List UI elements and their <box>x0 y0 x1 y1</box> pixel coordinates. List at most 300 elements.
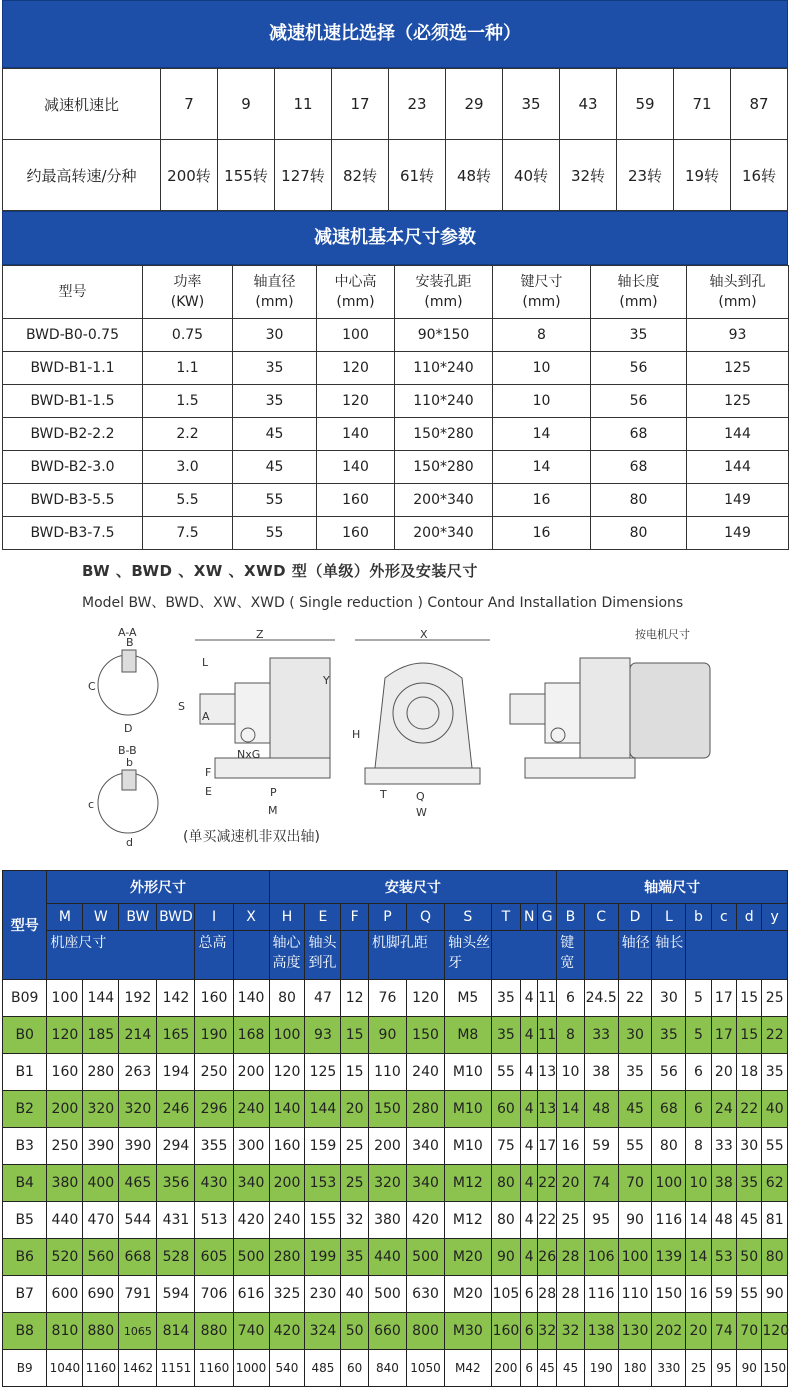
spec-cell: 159 <box>305 1128 341 1165</box>
spec-cell: 28 <box>557 1239 585 1276</box>
spec-cell: 560 <box>83 1239 119 1276</box>
spec-cell: 55 <box>762 1128 788 1165</box>
spec-cell: 185 <box>83 1017 119 1054</box>
spec-cell: 17 <box>538 1128 557 1165</box>
spec-cell: 20 <box>557 1165 585 1202</box>
spec-cell: 90 <box>618 1202 652 1239</box>
spec-cell: 32 <box>538 1313 557 1350</box>
spec-cell: 120 <box>762 1313 788 1350</box>
spec-cell: 160 <box>491 1313 521 1350</box>
spec-col-header: I <box>195 904 233 931</box>
spec-cell: 30 <box>737 1128 762 1165</box>
spec-row <box>3 1091 788 1128</box>
spec-cell: 4 <box>521 1239 538 1276</box>
ratio-cell: 87 <box>731 69 788 140</box>
label-t: T <box>380 788 387 801</box>
spec-cell: 202 <box>652 1313 686 1350</box>
spec-row <box>3 1350 788 1387</box>
speed-cell: 40转 <box>503 140 560 211</box>
dimension-cell: 80 <box>591 484 687 517</box>
spec-cell: 15 <box>341 1017 369 1054</box>
spec-cell: 130 <box>618 1313 652 1350</box>
dimension-header-line1: 键尺寸 <box>520 274 563 290</box>
dimension-cell: 35 <box>233 352 317 385</box>
spec-cell: 90 <box>737 1350 762 1387</box>
spec-col-header: L <box>652 904 686 931</box>
dimension-row <box>3 385 789 418</box>
spec-cell: 420 <box>233 1202 269 1239</box>
dimension-cell: 7.5 <box>143 517 233 550</box>
spec-cell: 12 <box>341 980 369 1017</box>
spec-cell: 140 <box>269 1091 305 1128</box>
dimension-cell: 160 <box>317 484 395 517</box>
spec-col-header: H <box>269 904 305 931</box>
spec-row <box>3 1128 788 1165</box>
drawing-title-cn: BW 、BWD 、XW 、XWD 型（单级）外形及安装尺寸 <box>82 562 478 580</box>
spec-cell: 144 <box>83 980 119 1017</box>
spec-cell: 4 <box>521 980 538 1017</box>
speed-cell: 48转 <box>446 140 503 211</box>
spec-cell: 80 <box>269 980 305 1017</box>
dimension-cell: 200*340 <box>395 484 493 517</box>
spec-cell: M12 <box>445 1202 492 1239</box>
dimension-cell: 93 <box>687 319 789 352</box>
spec-cell: 840 <box>368 1350 406 1387</box>
spec-cell: 800 <box>407 1313 445 1350</box>
sub-empty <box>686 931 788 980</box>
label-e: E <box>205 785 212 798</box>
sub-empty <box>584 931 618 980</box>
spec-section <box>2 870 788 1387</box>
dimension-cell: 144 <box>687 418 789 451</box>
spec-cell: 500 <box>407 1239 445 1276</box>
dimension-cell: 68 <box>591 451 687 484</box>
spec-cell: 280 <box>83 1054 119 1091</box>
speed-cell: 23转 <box>617 140 674 211</box>
sub-head: 轴头到孔 <box>305 931 341 980</box>
label-z: Z <box>256 628 264 641</box>
spec-cell: 200 <box>47 1091 83 1128</box>
spec-cell: 1151 <box>157 1350 195 1387</box>
speed-cell: 19转 <box>674 140 731 211</box>
spec-cell: 33 <box>584 1017 618 1054</box>
spec-cell: 320 <box>368 1165 406 1202</box>
speed-cell: 200转 <box>161 140 218 211</box>
spec-cell: 4 <box>521 1054 538 1091</box>
sub-height: 总高 <box>195 931 233 980</box>
spec-row <box>3 1017 788 1054</box>
spec-cell: 17 <box>711 1017 736 1054</box>
spec-cell: 246 <box>157 1091 195 1128</box>
spec-group-shaft: 轴端尺寸 <box>557 871 788 904</box>
spec-cell: 48 <box>711 1202 736 1239</box>
spec-cell: 5 <box>686 980 711 1017</box>
spec-cell: M12 <box>445 1165 492 1202</box>
dimension-header-line2: (mm) <box>619 294 658 310</box>
spec-cell: 180 <box>618 1350 652 1387</box>
spec-row <box>3 980 788 1017</box>
sub-empty <box>491 931 557 980</box>
spec-cell: 192 <box>119 980 157 1017</box>
spec-cell: 194 <box>157 1054 195 1091</box>
dimension-title: 减速机基本尺寸参数 <box>2 211 788 265</box>
spec-cell: 160 <box>269 1128 305 1165</box>
spec-cell: 74 <box>711 1313 736 1350</box>
dimension-header-line1: 轴长度 <box>617 274 660 290</box>
ratio-section <box>2 0 788 541</box>
dimension-cell: 120 <box>317 352 395 385</box>
spec-cell: 880 <box>83 1313 119 1350</box>
spec-cell: M10 <box>445 1128 492 1165</box>
spec-cell: 70 <box>618 1165 652 1202</box>
dimension-cell: 45 <box>233 418 317 451</box>
dimension-cell: BWD-B3-7.5 <box>3 517 143 550</box>
spec-cell: 150 <box>368 1091 406 1128</box>
spec-cell: 200 <box>233 1054 269 1091</box>
spec-cell: 320 <box>83 1091 119 1128</box>
dimension-header-row <box>3 266 789 319</box>
spec-cell: M20 <box>445 1276 492 1313</box>
sub-center: 轴心高度 <box>269 931 305 980</box>
spec-cell: 81 <box>762 1202 788 1239</box>
spec-cell: 200 <box>368 1128 406 1165</box>
spec-cell: 630 <box>407 1276 445 1313</box>
spec-cell: 1462 <box>119 1350 157 1387</box>
ratio-cell: 9 <box>218 69 275 140</box>
spec-cell: 35 <box>762 1054 788 1091</box>
spec-cell: 45 <box>618 1091 652 1128</box>
spec-cell: 325 <box>269 1276 305 1313</box>
spec-cell: 6 <box>557 980 585 1017</box>
spec-col-header: G <box>538 904 557 931</box>
dimension-header-cell <box>233 266 317 319</box>
spec-cell: 160 <box>195 980 233 1017</box>
dimension-cell: 140 <box>317 451 395 484</box>
spec-cell: 294 <box>157 1128 195 1165</box>
dimension-row <box>3 418 789 451</box>
spec-col-header: F <box>341 904 369 931</box>
spec-cell: 1000 <box>233 1350 269 1387</box>
spec-cell: 56 <box>652 1054 686 1091</box>
spec-cell: B3 <box>3 1128 47 1165</box>
spec-cell: 14 <box>686 1239 711 1276</box>
spec-cell: 32 <box>341 1202 369 1239</box>
spec-cell: B0 <box>3 1017 47 1054</box>
ratio-cell: 35 <box>503 69 560 140</box>
dimension-cell: 160 <box>317 517 395 550</box>
dimension-cell: 16 <box>493 517 591 550</box>
spec-cell: 540 <box>269 1350 305 1387</box>
dimension-cell: 3.0 <box>143 451 233 484</box>
spec-cell: 40 <box>762 1091 788 1128</box>
dimension-cell: 149 <box>687 517 789 550</box>
dimension-cell: BWD-B1-1.5 <box>3 385 143 418</box>
label-h: H <box>352 728 361 741</box>
spec-cell: 120 <box>47 1017 83 1054</box>
label-f: F <box>205 766 212 779</box>
spec-col-header: D <box>618 904 652 931</box>
dimension-header-line2: (mm) <box>424 294 463 310</box>
dimension-header-line1: 中心高 <box>334 274 377 290</box>
spec-cell: B7 <box>3 1276 47 1313</box>
spec-cell: 430 <box>195 1165 233 1202</box>
spec-cell: 6 <box>521 1313 538 1350</box>
spec-col-header: B <box>557 904 585 931</box>
spec-cell: 668 <box>119 1239 157 1276</box>
spec-cell: 296 <box>195 1091 233 1128</box>
spec-cell: 880 <box>195 1313 233 1350</box>
spec-cell: 150 <box>407 1017 445 1054</box>
spec-cell: 80 <box>652 1128 686 1165</box>
spec-cell: 50 <box>737 1239 762 1276</box>
spec-cell: 30 <box>652 980 686 1017</box>
spec-cell: 1160 <box>195 1350 233 1387</box>
spec-cell: 20 <box>711 1054 736 1091</box>
spec-cell: 11 <box>538 1017 557 1054</box>
spec-cell: 120 <box>407 980 445 1017</box>
ratio-cell: 43 <box>560 69 617 140</box>
dimension-cell: 14 <box>493 451 591 484</box>
spec-col-header: N <box>521 904 538 931</box>
spec-cell: 18 <box>737 1054 762 1091</box>
dimension-cell: 125 <box>687 352 789 385</box>
spec-cell: 6 <box>686 1054 711 1091</box>
ratio-label: 减速机速比 <box>3 69 161 140</box>
dimension-cell: 55 <box>233 484 317 517</box>
spec-cell: 32 <box>557 1313 585 1350</box>
spec-cell: 240 <box>233 1091 269 1128</box>
spec-col-row <box>3 904 788 931</box>
spec-cell: 6 <box>686 1091 711 1128</box>
sub-foot: 机脚孔距 <box>368 931 444 980</box>
spec-col-header: y <box>762 904 788 931</box>
spec-cell: 55 <box>618 1128 652 1165</box>
dimension-cell: 68 <box>591 418 687 451</box>
spec-cell: 356 <box>157 1165 195 1202</box>
spec-cell: M10 <box>445 1054 492 1091</box>
spec-col-header: b <box>686 904 711 931</box>
spec-cell: 40 <box>341 1276 369 1313</box>
spec-cell: 485 <box>305 1350 341 1387</box>
spec-cell: 139 <box>652 1239 686 1276</box>
spec-cell: 95 <box>711 1350 736 1387</box>
spec-cell: 116 <box>652 1202 686 1239</box>
spec-cell: B4 <box>3 1165 47 1202</box>
dimension-row <box>3 517 789 550</box>
dimension-cell: 140 <box>317 418 395 451</box>
spec-cell: 24.5 <box>584 980 618 1017</box>
spec-col-header: S <box>445 904 492 931</box>
spec-col-header: Q <box>407 904 445 931</box>
dimension-cell: 2.2 <box>143 418 233 451</box>
spec-cell: 70 <box>737 1313 762 1350</box>
sub-key: 键宽 <box>557 931 585 980</box>
spec-cell: B5 <box>3 1202 47 1239</box>
spec-cell: 48 <box>584 1091 618 1128</box>
dimension-cell: 149 <box>687 484 789 517</box>
dimension-cell: 10 <box>493 352 591 385</box>
dimension-table <box>2 265 789 550</box>
spec-cell: 380 <box>368 1202 406 1239</box>
spec-sub-row <box>3 931 788 980</box>
spec-col-header: d <box>737 904 762 931</box>
label-l: L <box>202 656 209 669</box>
spec-cell: 125 <box>305 1054 341 1091</box>
spec-cell: 26 <box>538 1239 557 1276</box>
spec-cell: 810 <box>47 1313 83 1350</box>
dimension-cell: BWD-B2-3.0 <box>3 451 143 484</box>
spec-cell: 60 <box>491 1091 521 1128</box>
spec-cell: 15 <box>341 1054 369 1091</box>
spec-group-outline: 外形尺寸 <box>47 871 269 904</box>
dimension-cell: 10 <box>493 385 591 418</box>
spec-col-header: W <box>83 904 119 931</box>
spec-cell: 90 <box>368 1017 406 1054</box>
spec-cell: 5 <box>686 1017 711 1054</box>
spec-cell: 168 <box>233 1017 269 1054</box>
dimension-header-line1: 轴头到孔 <box>709 274 766 290</box>
spec-group-install: 安装尺寸 <box>269 871 557 904</box>
spec-cell: 528 <box>157 1239 195 1276</box>
spec-cell: 1050 <box>407 1350 445 1387</box>
spec-cell: 1160 <box>83 1350 119 1387</box>
spec-cell: 68 <box>652 1091 686 1128</box>
spec-cell: 200 <box>269 1165 305 1202</box>
dimension-header-cell <box>687 266 789 319</box>
spec-cell: 600 <box>47 1276 83 1313</box>
dimension-header-line1: 型号 <box>58 284 87 300</box>
spec-cell: M42 <box>445 1350 492 1387</box>
spec-cell: 55 <box>491 1054 521 1091</box>
dimension-header-line2: (mm) <box>522 294 561 310</box>
spec-cell: 340 <box>407 1165 445 1202</box>
spec-cell: 791 <box>119 1276 157 1313</box>
spec-cell: 35 <box>491 1017 521 1054</box>
section-aa-key <box>122 650 136 672</box>
spec-cell: B6 <box>3 1239 47 1276</box>
label-a: A <box>202 710 210 723</box>
spec-cell: 60 <box>341 1350 369 1387</box>
spec-cell: 33 <box>711 1128 736 1165</box>
spec-cell: 22 <box>762 1017 788 1054</box>
spec-col-header: T <box>491 904 521 931</box>
spec-cell: 320 <box>119 1091 157 1128</box>
spec-row <box>3 1165 788 1202</box>
spec-cell: 106 <box>584 1239 618 1276</box>
spec-cell: 500 <box>233 1239 269 1276</box>
label-d-low: d <box>126 836 133 849</box>
spec-cell: 280 <box>407 1091 445 1128</box>
label-x: X <box>420 628 428 641</box>
label-y: Y <box>323 674 330 687</box>
side-view-left <box>178 628 335 817</box>
spec-cell: 380 <box>47 1165 83 1202</box>
spec-cell: 45 <box>737 1202 762 1239</box>
spec-cell: 155 <box>305 1202 341 1239</box>
speed-label: 约最高转速/分种 <box>3 140 161 211</box>
spec-cell: 55 <box>737 1276 762 1313</box>
spec-cell: 80 <box>762 1239 788 1276</box>
spec-cell: 38 <box>711 1165 736 1202</box>
label-m: M <box>268 804 278 817</box>
spec-cell: 80 <box>491 1165 521 1202</box>
spec-cell: 4 <box>521 1128 538 1165</box>
spec-cell: 47 <box>305 980 341 1017</box>
spec-cell: M20 <box>445 1239 492 1276</box>
spec-cell: 105 <box>491 1276 521 1313</box>
spec-col-header: c <box>711 904 736 931</box>
spec-cell: 16 <box>557 1128 585 1165</box>
spec-cell: 690 <box>83 1276 119 1313</box>
spec-cell: M30 <box>445 1313 492 1350</box>
dimension-header-line2: (mm) <box>336 294 375 310</box>
speed-cell: 127转 <box>275 140 332 211</box>
spec-cell: 14 <box>686 1202 711 1239</box>
dimension-table-clip <box>2 265 788 541</box>
spec-cell: 140 <box>233 980 269 1017</box>
spec-cell: 500 <box>368 1276 406 1313</box>
spec-cell: 28 <box>557 1276 585 1313</box>
label-b-low: b <box>126 756 133 769</box>
spec-cell: M8 <box>445 1017 492 1054</box>
spec-cell: M10 <box>445 1091 492 1128</box>
spec-col-header: C <box>584 904 618 931</box>
dimension-row <box>3 319 789 352</box>
spec-cell: 4 <box>521 1202 538 1239</box>
spec-cell: 59 <box>584 1128 618 1165</box>
ratio-cell: 59 <box>617 69 674 140</box>
spec-cell: 35 <box>737 1165 762 1202</box>
spec-cell: 13 <box>538 1054 557 1091</box>
spec-cell: 6 <box>521 1350 538 1387</box>
spec-col-header: BWD <box>157 904 195 931</box>
spec-cell: B8 <box>3 1313 47 1350</box>
spec-cell: 594 <box>157 1276 195 1313</box>
spec-cell: 814 <box>157 1313 195 1350</box>
ratio-cell: 11 <box>275 69 332 140</box>
spec-cell: 11 <box>538 980 557 1017</box>
dimension-cell: 45 <box>233 451 317 484</box>
spec-cell: 605 <box>195 1239 233 1276</box>
spec-cell: 1040 <box>47 1350 83 1387</box>
spec-cell: 240 <box>269 1202 305 1239</box>
dimension-cell: 150*280 <box>395 418 493 451</box>
spec-cell: B1 <box>3 1054 47 1091</box>
spec-cell: 1065 <box>119 1313 157 1350</box>
spec-cell: 706 <box>195 1276 233 1313</box>
ratio-cell: 17 <box>332 69 389 140</box>
dimension-cell: 90*150 <box>395 319 493 352</box>
spec-cell: 110 <box>368 1054 406 1091</box>
spec-cell: B09 <box>3 980 47 1017</box>
dimension-cell: 120 <box>317 385 395 418</box>
spec-cell: M5 <box>445 980 492 1017</box>
label-aa: A-A <box>118 626 137 639</box>
speed-cell: 16转 <box>731 140 788 211</box>
sub-empty <box>233 931 269 980</box>
ratio-cell: 29 <box>446 69 503 140</box>
spec-cell: 95 <box>584 1202 618 1239</box>
dimension-header-line1: 功率 <box>173 274 202 290</box>
spec-cell: 740 <box>233 1313 269 1350</box>
label-p: P <box>270 786 277 799</box>
spec-cell: 465 <box>119 1165 157 1202</box>
spec-model-header: 型号 <box>3 871 47 980</box>
spec-cell: 59 <box>711 1276 736 1313</box>
drawing-section <box>0 548 790 866</box>
dimension-cell: 16 <box>493 484 591 517</box>
spec-cell: 16 <box>686 1276 711 1313</box>
